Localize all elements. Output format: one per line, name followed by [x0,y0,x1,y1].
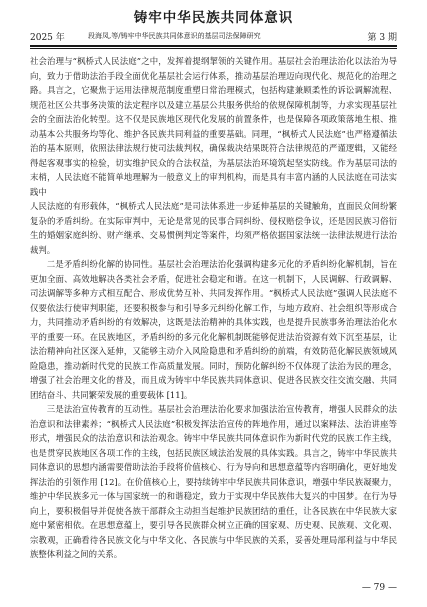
page-number: — 79 — [361,583,397,593]
journal-issue: 第 3 期 [367,33,397,43]
article-body [30,54,397,574]
body-paragraph: 人民法庭的有形载体，“枫桥式人民法庭”是司法体系进一步延伸基层的关键触角，直面民众间纷繁复杂的矛盾纠纷。在实际审判中，无论是常见的民事合同纠纷、侵权赔偿争议，还是因民族习俗衍生的婚姻家庭纠纷、财产继承、交易惯例判定等案件，均须严格依据国家法统一法律法规进行法治裁判。 [30,201,397,255]
body-paragraph: 二是矛盾纠纷化解的协同性。基层社会治理法治化强调构建多元化的矛盾纠纷化解机制，旨在更加全面、高效地解决各类社会矛盾，促进社会稳定和谐。在这一机制下，人民调解、行政调解、司法调解等多种方式相互配合、形成优势互补、共同发挥作用。“枫桥式人民法庭”强调人民法庭不仅要依法行使审判职能，还要积极参与和引导多元纠纷化解工作，与地方政府、社会组织等形成合力，共同推动矛盾纠纷的有效解决，这既是法治精神的具体实践，也是提升民族事务治理法治化水平的重要一环。在民族地区，矛盾纠纷的多元化化解机制既能够促进法治资源有效下沉至基层，让法治精神向社区深入延伸，又能够主动介入风险隐患和矛盾纠纷的前端，有效防范化解民族领域风险隐患，推动新时代党的民族工作高质量发展。同时，预防化解纠纷不仅体现了法治为民的理念，增强了社会治理文化的普及，而且成为铸牢中华民族共同体意识、促进各民族交往交流交融、共同团结奋斗、共同繁荣发展的重要载体 [11]。 [30,259,397,400]
body-paragraph: 三是法治宣传教育的互动性。基层社会治理法治化要求加强法治宣传教育，增强人民群众的法治意识和法律素养；“枫桥式人民法庭”积极发挥法治宣传的阵地作用，通过以案释法、法治讲座等形式，增强民众的法治意识和法治观念。铸牢中华民族共同体意识作为新时代党的民族工作主线，也是贯穿民族地区各项工作的主线，包括民族区域法治发展的具体实践。具言之，铸牢中华民族共同体意识的思想内涵需要借助法治手段将价值核心、行为导向和思想意蕴等内容明确化，更好地发挥法治的引领作用 [12]。在价值核心上，要持续铸牢中华民族共同体意识，增强中华民族凝聚力，维护中华民族多元一体与国家统一的和谐稳定，致力于实现中华民族伟大复兴的中国梦。在行为导向上，要积极倡导并促使各族干部群众主动担当起维护民族团结的重任，让各民族在中华民族大家庭中紧密相依。在思想意蕴上，要引导各民族群众树立正确的国家观、历史观、民族观、文化观、宗教观，正确看待各民族文化与中华文化、各民族与中华民族的关系，妥善处理局部利益与中华民族整体利益之间的关系。 [30,404,397,559]
header-rule-thick [30,45,397,47]
body-paragraph: 社会治理与“枫桥式人民法庭”之中，发挥着提纲挈领的关键作用。基层社会治理法治化以法治为导向，致力于借助法治手段全面优化基层社会运行体系，推动基层治理迈向现代化、规范化的治理之路。具言之，它聚焦于运用法律规范制度重塑日常治理模式，包括构建兼顾柔性的诉讼调解流程、规范社区公共事务决策的法定程序以及建立基层公共服务供给的依规保障机制等，力求实现基层社会的全面法治化转型。这不仅是民族地区现代化发展的前置条件，也是保障各项政策落地生根、推动基本公共服务均等化、维护各民族共同利益的重要基础。同理，“枫桥式人民法庭”也严格遵循法治的基本原则，依照法律法规行使司法裁判权，确保裁决结果既符合法律规范的严谨逻辑，又能经得起客观事实的检验，切实维护民众的合法权益，为基层法治环境筑起坚实防线。作为基层司法的末梢，人民法庭不能简单地理解为一般意义上的审判机构，而是具有丰富内涵的人民法庭在司法实践中 [30,56,397,197]
header-rule-thin [30,48,397,49]
journal-title: 铸牢中华民族共同体意识 [133,10,294,26]
running-head [30,30,397,42]
journal-year: 2025 年 [30,33,65,43]
article-author-line: 段海凤,等/铸牢中华民族共同体意识的基层司法保障研究 [88,32,261,40]
